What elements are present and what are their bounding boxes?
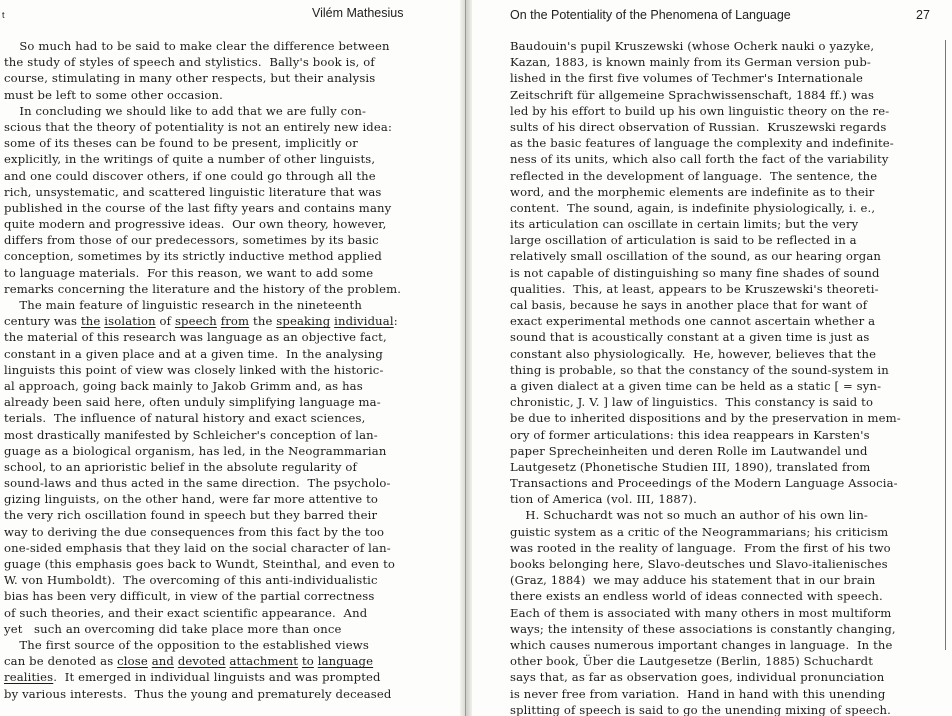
right-page-body — [510, 38, 948, 716]
text-line: of such theories, and their exact scientific appearance. And — [4, 605, 368, 620]
text-line: Baudouin's pupil Kruszewski (whose Ocherk nauki o yazyke, — [510, 39, 875, 53]
text-line: qualities. This, at least, appears to be Kruszewski's theoreti- — [510, 281, 879, 296]
right-page-header — [470, 6, 952, 24]
text-line: already been said here, often unduly simplifying language ma- — [4, 395, 381, 410]
text-line: quite modern and progressive ideas. Our own theory, however, — [4, 217, 387, 232]
text-line: led by his effort to build up his own linguistic theory on the re- — [510, 103, 890, 118]
left-running-head: Vilém Mathesius — [312, 6, 404, 20]
text-line: conception, sometimes by its strictly inductive method applied — [4, 249, 382, 264]
text-line: guage (this emphasis goes back to Wundt, Steinthal, and even to — [4, 557, 396, 571]
right-page-number: 27 — [916, 8, 930, 22]
text-line: relatively small oscillation of the sound, as our hearing organ — [510, 249, 882, 264]
text-line: is never free from variation. Hand in hand with this unending — [510, 686, 886, 701]
text-line: the material of this research was language as an objective fact, — [4, 330, 387, 345]
text-line: books belonging here, Slavo-deutsches und Slavo-italienisches — [510, 557, 888, 571]
text-line: its articulation can oscillate in certain limits; but the very — [510, 217, 859, 232]
right-running-head: On the Potentiality of the Phenomena of Language — [510, 8, 791, 22]
text-line: guistic system as a critic of the Neogrammarians; his criticism — [510, 524, 889, 539]
text-line: school, to an aprioristic belief in the absolute regularity of — [4, 459, 357, 474]
text-line: be due to inherited dispositions and by the preservation in mem- — [510, 411, 901, 426]
text-line: gizing linguists, on the other hand, were far more attentive to — [4, 492, 379, 507]
text-line: al approach, going back mainly to Jakob Grimm and, as has — [4, 378, 363, 393]
text-line: sults of his direct observation of Russian. Kruszewski regards — [510, 119, 887, 134]
text-line: chronistic, J. V. ] law of linguistics. This constancy is said to — [510, 395, 874, 410]
text-line: sound-laws and thus acted in the same direction. The psycholo- — [4, 476, 391, 491]
text-line: by various interests. Thus the young and prematurely deceased — [4, 686, 392, 701]
text-line: ness of its units, which also call forth the fact of the variability — [510, 152, 889, 167]
text-line: W. von Humboldt). The overcoming of this anti-individualistic — [4, 573, 378, 588]
text-line: yet such an overcoming did take place more than once — [4, 621, 342, 636]
text-line: remarks concerning the literature and the history of the problem. — [4, 281, 402, 296]
text-line: The first source of the opposition to the established views — [4, 637, 369, 652]
text-line: ways; the intensity of these associations is constantly changing, — [510, 621, 896, 636]
text-line: must be left to some other occasion. — [4, 87, 223, 102]
text-line: differs from those of our predecessors, sometimes by its basic — [4, 233, 379, 248]
text-line: reflected in the development of language. The sentence, the — [510, 168, 878, 183]
text-line: Transactions and Proceedings of the Modern Language Associa- — [510, 476, 898, 491]
text-line: Kazan, 1883, is known mainly from its German version pub- — [510, 55, 871, 70]
text-line: way to deriving the due consequences from this fact by the too — [4, 524, 385, 539]
text-line: linguists this point of view was closely linked with the historic- — [4, 362, 384, 377]
text-line: exact experimental methods one cannot ascertain whether a — [510, 314, 876, 329]
text-line: published in the course of the last fifty years and contains many — [4, 200, 392, 215]
text-line: and one could discover others, if one could go through all the — [4, 168, 376, 183]
right-page — [470, 0, 952, 716]
text-line: the very rich oscillation found in speech but they barred their — [4, 508, 378, 523]
text-line: guage as a biological organism, has led, in the Neogrammarian — [4, 443, 387, 458]
text-line: realities. It emerged in individual linguists and was prompted — [4, 670, 381, 685]
text-line: which causes numerous important changes in language. In the — [510, 637, 893, 652]
text-line: H. Schuchardt was not so much an author of his own lin- — [510, 508, 869, 523]
text-line: So much had to be said to make clear the difference between — [4, 39, 390, 53]
text-line: constant in a given place and at a given time. In the analysing — [4, 346, 383, 361]
text-line: one-sided emphasis that they laid on the social character of lan- — [4, 540, 391, 555]
left-page — [0, 0, 462, 716]
text-line: there exists an endless world of ideas connected with speech. — [510, 589, 883, 604]
text-line: century was the isolation of speech from the speaking individual: — [4, 314, 398, 329]
text-line: lished in the first five volumes of Techmer's Internationale — [510, 71, 864, 86]
text-line: other book, Über die Lautgesetze (Berlin, 1885) Schuchardt — [510, 654, 874, 669]
text-line: terials. The influence of natural history and exact sciences, — [4, 411, 366, 426]
left-page-header — [0, 6, 462, 24]
text-line: as the basic features of language the complexity and indefinite- — [510, 136, 894, 151]
scan-edge-line — [945, 40, 946, 650]
text-line: the study of styles of speech and stylistics. Bally's book is, of — [4, 55, 375, 70]
text-line: Zeitschrift für allgemeine Sprachwissenschaft, 1884 ff.) was — [510, 87, 875, 102]
text-line: (Graz, 1884) we may adduce his statement that in our brain — [510, 573, 876, 588]
text-line: sound that is acoustically constant at a given time is just as — [510, 330, 870, 345]
text-line: thing is probable, so that the constancy of the sound-system in — [510, 362, 889, 377]
text-line: paper Sprecheinheiten und deren Rolle im Lautwandel und — [510, 443, 868, 458]
left-page-body — [4, 38, 452, 702]
text-line: says that, as far as observation goes, individual pronunciation — [510, 670, 885, 685]
text-line: some of its theses can be found to be present, implicitly or — [4, 136, 358, 151]
text-line: Each of them is associated with many others in most multiform — [510, 605, 892, 620]
text-line: word, and the morphemic elements are indefinite as to their — [510, 184, 875, 199]
text-line: splitting of speech is said to go the unending mixing of speech. — [510, 702, 891, 716]
text-line: Lautgesetz (Phonetische Studien III, 1890), translated from — [510, 459, 871, 474]
text-line: In concluding we should like to add that we are fully con- — [4, 103, 367, 118]
text-line: course, stimulating in many other respects, but their analysis — [4, 71, 376, 86]
left-page-marker: t — [2, 10, 5, 20]
text-line: a given dialect at a given time can be held as a static [ = syn- — [510, 378, 882, 393]
text-line: The main feature of linguistic research in the nineteenth — [4, 298, 362, 312]
text-line: explicitly, in the writings of quite a number of other linguists, — [4, 152, 376, 167]
text-line: cal basis, because he says in another place that for want of — [510, 298, 868, 312]
text-line: large oscillation of articulation is said to be reflected in a — [510, 233, 857, 248]
text-line: to language materials. For this reason, we want to add some — [4, 265, 374, 280]
text-line: constant also physiologically. He, however, believes that the — [510, 346, 877, 361]
text-line: content. The sound, again, is indefinite physiologically, i. e., — [510, 200, 876, 215]
text-line: is not capable of distinguishing so many fine shades of sound — [510, 265, 880, 280]
gutter-fold-line — [465, 0, 466, 716]
text-line: rich, unsystematic, and scattered linguistic literature that was — [4, 184, 382, 199]
text-line: was rooted in the reality of language. From the first of his two — [510, 540, 891, 555]
text-line: ory of former articulations: this idea reappears in Karsten's — [510, 427, 870, 442]
text-line: tion of America (vol. III, 1887). — [510, 492, 697, 507]
text-line: bias has been very difficult, in view of the partial correctness — [4, 589, 375, 604]
text-line: can be denoted as close and devoted attachment to language — [4, 654, 374, 669]
text-line: most drastically manifested by Schleicher's conception of lan- — [4, 427, 378, 442]
text-line: scious that the theory of potentiality is not an entirely new idea: — [4, 119, 393, 134]
